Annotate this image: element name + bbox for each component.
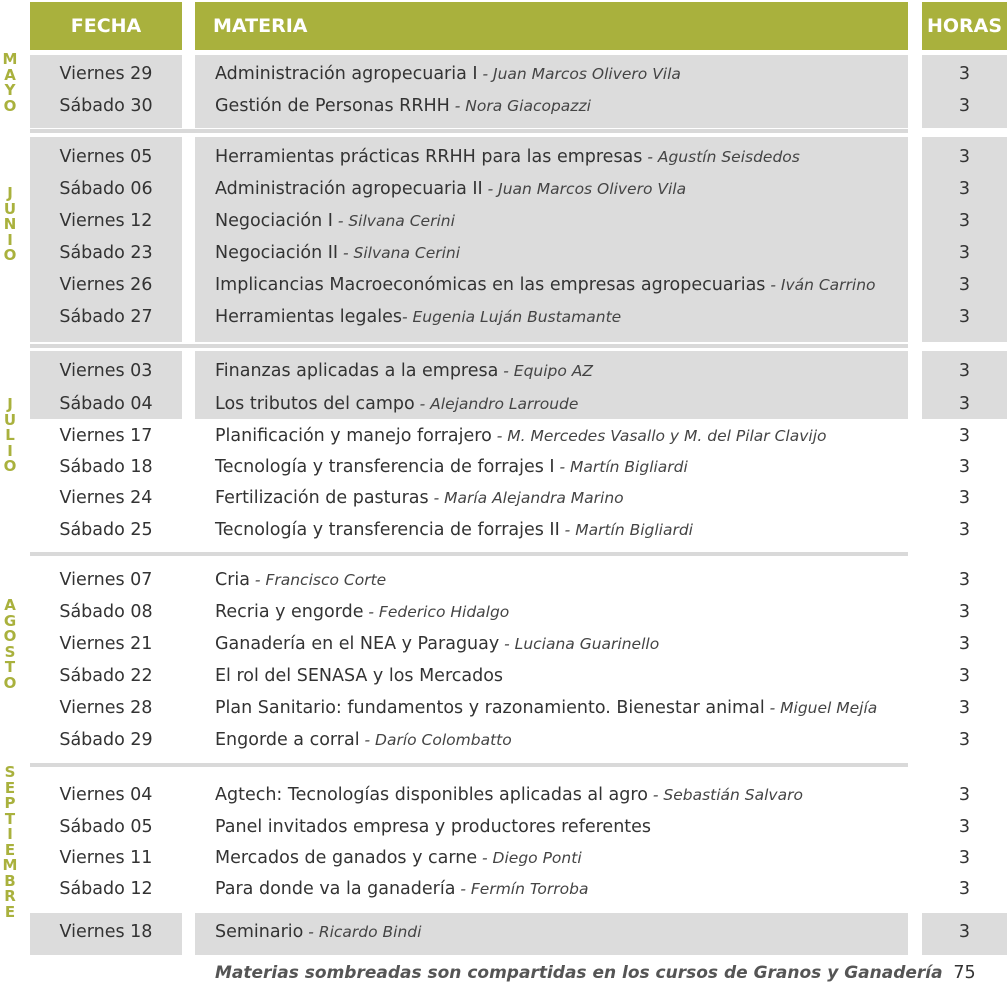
subject-teacher: - Juan Marcos Olivero Vila	[482, 180, 687, 198]
row-date: Viernes 17	[59, 426, 153, 446]
subject-title: Tecnología y transferencia de forrajes I	[215, 457, 555, 477]
row-subject	[215, 879, 588, 899]
subject-teacher: - Nora Giacopazzi	[449, 97, 591, 115]
table-row	[0, 269, 1007, 301]
table-row	[0, 173, 1007, 205]
table-row	[0, 660, 1007, 692]
row-subject	[215, 666, 503, 686]
row-subject	[215, 602, 509, 622]
month-divider	[30, 552, 908, 556]
row-date: Viernes 03	[59, 361, 153, 381]
row-hours: 3	[958, 922, 971, 942]
row-date: Viernes 29	[59, 64, 153, 84]
row-date: Sábado 23	[59, 243, 153, 263]
row-hours: 3	[958, 848, 971, 868]
subject-teacher: - Luciana Guarinello	[499, 635, 660, 653]
table-row	[0, 692, 1007, 724]
header-fecha: FECHA	[30, 2, 182, 50]
row-date: Sábado 08	[59, 602, 153, 622]
table-row	[0, 58, 1007, 90]
row-date: Sábado 30	[59, 96, 153, 116]
row-hours: 3	[958, 96, 971, 116]
table-row	[0, 811, 1007, 843]
row-hours: 3	[958, 602, 971, 622]
month-divider	[30, 344, 908, 348]
subject-teacher: - Silvana Cerini	[332, 212, 455, 230]
total-hours: 75	[953, 963, 976, 983]
subject-teacher: - Fermín Torroba	[455, 880, 589, 898]
table-row	[0, 564, 1007, 596]
subject-teacher: - Alejandro Larroude	[414, 395, 579, 413]
table-row	[0, 301, 1007, 333]
subject-title: Panel invitados empresa y productores referentes	[215, 817, 652, 837]
subject-title: Implicancias Macroeconómicas en las empresas agropecuarias	[215, 275, 766, 295]
row-subject	[215, 64, 681, 84]
header-horas: HORAS	[922, 2, 1007, 50]
subject-teacher: - Iván Carrino	[765, 276, 876, 294]
row-subject	[215, 634, 659, 654]
month-divider	[30, 763, 908, 767]
table-row	[0, 205, 1007, 237]
subject-teacher: - Francisco Corte	[250, 571, 387, 589]
subject-teacher: - Agustín Seisdedos	[642, 148, 800, 166]
row-date: Viernes 07	[59, 570, 153, 590]
subject-title: Planificación y manejo forrajero	[215, 426, 492, 446]
table-row	[0, 724, 1007, 756]
subject-teacher: - María Alejandra Marino	[428, 489, 624, 507]
subject-teacher: - Federico Hidalgo	[363, 603, 510, 621]
row-hours: 3	[958, 570, 971, 590]
row-hours: 3	[958, 785, 971, 805]
row-date: Viernes 26	[59, 275, 153, 295]
month-label-junio: J U N I O	[3, 184, 17, 264]
row-date: Sábado 12	[59, 879, 153, 899]
row-subject	[215, 785, 803, 805]
row-hours: 3	[958, 394, 971, 414]
row-hours: 3	[958, 147, 971, 167]
table-row	[0, 388, 1007, 420]
row-hours: 3	[958, 457, 971, 477]
row-hours: 3	[958, 698, 971, 718]
subject-teacher: - Diego Ponti	[477, 849, 582, 867]
subject-title: Ganadería en el NEA y Paraguay	[215, 634, 500, 654]
row-hours: 3	[958, 211, 971, 231]
row-hours: 3	[958, 666, 971, 686]
subject-teacher: - Juan Marcos Olivero Vila	[477, 65, 681, 83]
subject-teacher: - Darío Colombatto	[359, 731, 512, 749]
row-date: Viernes 12	[59, 211, 153, 231]
subject-title: Engorde a corral	[215, 730, 360, 750]
subject-title: Finanzas aplicadas a la empresa	[215, 361, 499, 381]
month-label-julio: J U L I O	[3, 395, 17, 475]
row-date: Sábado 25	[59, 520, 153, 540]
row-subject	[215, 698, 877, 718]
subject-teacher: - Sebastián Salvaro	[647, 786, 803, 804]
row-date: Sábado 04	[59, 394, 153, 414]
row-subject	[215, 922, 421, 942]
table-row	[0, 596, 1007, 628]
row-date: Viernes 21	[59, 634, 153, 654]
row-hours: 3	[958, 179, 971, 199]
subject-title: Negociación II	[215, 243, 339, 263]
table-row	[0, 873, 1007, 905]
subject-title: Los tributos del campo	[215, 394, 415, 414]
row-hours: 3	[958, 275, 971, 295]
footer-note: Materias sombreadas son compartidas en los cursos de Granos y Ganadería	[215, 963, 943, 983]
row-date: Viernes 04	[59, 785, 153, 805]
subject-teacher: - Miguel Mejía	[764, 699, 878, 717]
row-date: Viernes 28	[59, 698, 153, 718]
row-hours: 3	[958, 307, 971, 327]
table-row	[0, 141, 1007, 173]
month-label-agosto: A G O S T O	[3, 596, 17, 692]
table-row	[0, 237, 1007, 269]
subject-teacher: - M. Mercedes Vasallo y M. del Pilar Clavijo	[491, 427, 827, 445]
row-subject	[215, 520, 693, 540]
row-hours: 3	[958, 817, 971, 837]
row-subject	[215, 211, 455, 231]
row-date: Viernes 11	[59, 848, 153, 868]
subject-teacher: - Martín Bigliardi	[554, 458, 688, 476]
row-date: Sábado 18	[59, 457, 153, 477]
month-divider	[30, 129, 908, 133]
row-subject	[215, 817, 651, 837]
table-row	[0, 482, 1007, 514]
row-subject	[215, 243, 460, 263]
row-date: Viernes 18	[59, 922, 153, 942]
subject-title: Mercados de ganados y carne	[215, 848, 478, 868]
subject-title: Herramientas legales	[215, 307, 402, 327]
row-subject	[215, 179, 686, 199]
subject-teacher: - Equipo AZ	[498, 362, 594, 380]
subject-teacher: - Ricardo Bindi	[303, 923, 422, 941]
subject-title: Herramientas prácticas RRHH para las empresas	[215, 147, 643, 167]
month-label-septiembre: S E P T I E M B R E	[2, 763, 18, 921]
row-date: Viernes 05	[59, 147, 153, 167]
table-row	[0, 628, 1007, 660]
table-row	[0, 842, 1007, 874]
row-subject	[215, 426, 827, 446]
row-hours: 3	[958, 488, 971, 508]
table-row	[0, 420, 1007, 452]
subject-title: Fertilización de pasturas	[215, 488, 429, 508]
row-subject	[215, 394, 578, 414]
row-subject	[215, 361, 593, 381]
subject-title: Seminario	[215, 922, 304, 942]
row-hours: 3	[958, 361, 971, 381]
subject-title: El rol del SENASA y los Mercados	[215, 666, 504, 686]
subject-title: Cria	[215, 570, 250, 590]
row-hours: 3	[958, 730, 971, 750]
header-materia: MATERIA	[195, 2, 908, 50]
table-row	[0, 514, 1007, 546]
subject-title: Para donde va la ganadería	[215, 879, 456, 899]
row-hours: 3	[958, 634, 971, 654]
subject-title: Administración agropecuaria II	[215, 179, 483, 199]
row-date: Sábado 05	[59, 817, 153, 837]
subject-title: Administración agropecuaria I	[215, 64, 478, 84]
row-subject	[215, 147, 800, 167]
table-row	[0, 451, 1007, 483]
subject-title: Recria y engorde	[215, 602, 364, 622]
row-subject	[215, 730, 512, 750]
row-subject	[215, 96, 591, 116]
subject-title: Gestión de Personas RRHH	[215, 96, 450, 116]
row-subject	[215, 275, 876, 295]
row-date: Sábado 27	[59, 307, 153, 327]
subject-title: Negociación I	[215, 211, 333, 231]
row-subject	[215, 307, 621, 327]
row-hours: 3	[958, 879, 971, 899]
subject-title: Plan Sanitario: fundamentos y razonamiento. Bienestar animal	[215, 698, 765, 718]
row-subject	[215, 848, 582, 868]
row-date: Sábado 06	[59, 179, 153, 199]
table-row	[0, 90, 1007, 122]
subject-teacher: - Martín Bigliardi	[559, 521, 693, 539]
row-date: Sábado 29	[59, 730, 153, 750]
row-subject	[215, 488, 624, 508]
row-hours: 3	[958, 426, 971, 446]
row-date: Sábado 22	[59, 666, 153, 686]
table-row	[0, 355, 1007, 387]
subject-title: Agtech: Tecnologías disponibles aplicadas al agro	[215, 785, 648, 805]
table-row	[0, 779, 1007, 811]
row-hours: 3	[958, 64, 971, 84]
subject-title: Tecnología y transferencia de forrajes II	[215, 520, 560, 540]
row-hours: 3	[958, 520, 971, 540]
row-subject	[215, 457, 688, 477]
row-subject	[215, 570, 386, 590]
row-hours: 3	[958, 243, 971, 263]
month-label-mayo: M A Y O	[2, 50, 18, 115]
subject-teacher: - Silvana Cerini	[338, 244, 461, 262]
table-row	[0, 916, 1007, 948]
row-date: Viernes 24	[59, 488, 153, 508]
subject-teacher: - Eugenia Luján Bustamante	[401, 308, 622, 326]
